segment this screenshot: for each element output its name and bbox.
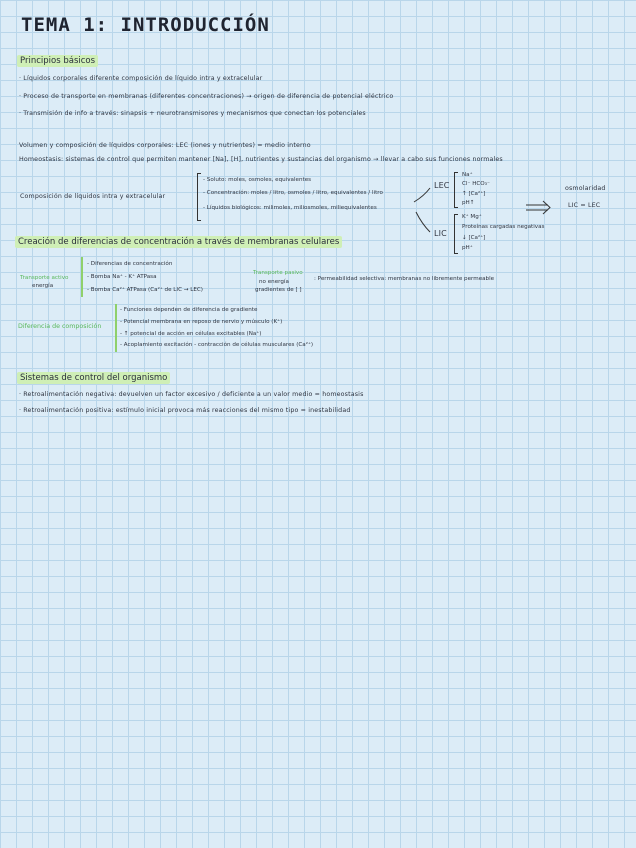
sistemas-item-1: · Retroalimentación negativa: devuelven un factor excesivo / deficiente a un valor medio = homeostasis [19, 391, 364, 398]
page-title: TEMA 1: INTRODUCCIÓN [21, 14, 270, 36]
lic-label: LIC [434, 229, 447, 238]
lec-item-1: Na⁺ [462, 172, 473, 178]
composicion-label: Composición de líquidos intra y extracelular [20, 193, 166, 200]
lec-item-2: Cl⁻ HCO₃⁻ [462, 181, 490, 187]
lic-item-4: pH⁺ [462, 245, 473, 251]
principios-item-3: · Transmisión de info a través: sinapsis + neurotransmisores y mecanismos que conectan los potenciales [19, 110, 366, 117]
diferencia-item-4: - Acoplamiento excitación - contracción de células musculares (Ca²⁺) [120, 342, 314, 348]
transporte-item-2: - Bomba Na⁺ - K⁺ ATPasa [87, 274, 157, 280]
creacion-heading: Creación de diferencias de concentración a través de membranas celulares [15, 237, 342, 247]
lic-item-3: ↓ [Ca²⁺] [462, 235, 486, 241]
composicion-item-1: - Soluto: moles, osmoles, equivalentes [203, 177, 312, 183]
lec-brace [454, 172, 458, 208]
sistemas-item-2: · Retroalimentación positiva: estímulo inicial provoca más reacciones del mismo tipo = inestabilidad [19, 407, 351, 414]
osmolaridad-value: LIC = LEC [568, 202, 601, 209]
diferencia-item-2: - Potencial membrana en reposo de nervio y músculo (K⁺) [120, 319, 283, 325]
lic-item-1: K⁺ Mg⁺ [462, 214, 482, 220]
transporte-bar [81, 257, 83, 297]
transporte-pasivo-label: Transporte pasivo [253, 270, 303, 276]
lec-label: LEC [434, 181, 450, 190]
transporte-item-1: - Diferencias de concentración [87, 261, 173, 267]
transporte-energia-label: energía [32, 283, 54, 289]
diferencia-item-3: - ↑ potencial de acción en células excitables (Na⁺) [120, 331, 262, 337]
homeostasis-line: Homeostasis: sistemas de control que permiten mantener [Na], [H], nutrientes y sustancias del organismo → llevar a cabo sus funciones normales [19, 156, 503, 163]
lic-brace [454, 214, 458, 254]
diferencia-item-1: - Funciones dependen de diferencia de gradiente [120, 307, 258, 313]
pasivo-gradientes: gradientes de [ ] [255, 287, 302, 293]
diferencia-bar [115, 304, 117, 352]
lec-item-3: ↑ [Ca²⁺] [462, 191, 486, 197]
principios-item-1: · Líquidos corporales diferente composición de líquido intra y extracelular [19, 75, 263, 82]
composicion-item-3: - Líquidos biológicos: milimoles, miliosmoles, miliequivalentes [203, 205, 377, 211]
lec-item-4: pH↑ [462, 200, 475, 206]
principios-item-2: · Proceso de transporte en membranas (diferentes concentraciones) → origen de diferencia de potencial eléctrico [19, 93, 394, 100]
permeabilidad-text: : Permeabilidad selectiva: membranas no libremente permeable [314, 276, 495, 282]
principios-heading: Principios básicos [17, 56, 98, 66]
transporte-activo-label: Transporte activo [20, 275, 69, 281]
composicion-item-2: - Concentración: moles / litro, osmoles / litro, equivalentes / litro [203, 190, 383, 196]
transporte-item-3: - Bomba Ca²⁺ ATPasa (Ca²⁺ de LIC → LEC) [87, 287, 203, 293]
osmolaridad-label: osmolaridad [565, 185, 606, 192]
pasivo-no-energia: no energía [259, 279, 289, 285]
sistemas-heading: Sistemas de control del organismo [17, 373, 170, 383]
lic-item-2: Proteínas cargadas negativas [462, 224, 545, 230]
volumen-line: Volumen y composición de líquidos corporales: LEC (iones y nutrientes) = medio interno [19, 142, 311, 149]
diferencia-composicion-label: Diferencia de composición [18, 323, 102, 330]
